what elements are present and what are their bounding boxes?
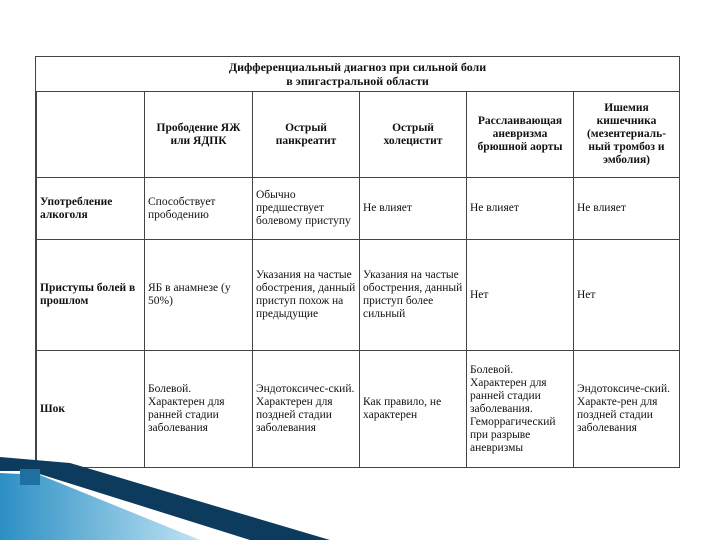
header-cell-empty bbox=[37, 92, 145, 178]
table-title-line-2: в эпигастральной области bbox=[286, 74, 429, 88]
table-cell: Обычно предшествует болевому приступу bbox=[253, 178, 360, 240]
table-cell: Нет bbox=[574, 240, 680, 351]
row-label-shock: Шок bbox=[37, 351, 145, 468]
table-cell: Болевой. Характерен для ранней стадии заболевания. Геморрагический при разрыве аневризмы bbox=[467, 351, 574, 468]
table-cell: Не влияет bbox=[467, 178, 574, 240]
table-header-row bbox=[37, 92, 680, 178]
table-row bbox=[37, 178, 680, 240]
header-cell-intestinal-ischemia: Ишемия кишечника (мезентериаль-ный тромбоз и эмболия) bbox=[574, 92, 680, 178]
table-title bbox=[36, 57, 679, 91]
table-cell: Указания на частые обострения, данный приступ похож на предыдущие bbox=[253, 240, 360, 351]
table-cell: Указания на частые обострения, данный приступ более сильный bbox=[360, 240, 467, 351]
table-row bbox=[37, 240, 680, 351]
table-cell: Не влияет bbox=[360, 178, 467, 240]
header-cell-cholecystitis: Острый холецистит bbox=[360, 92, 467, 178]
row-label-alcohol: Употребление алкоголя bbox=[37, 178, 145, 240]
row-label-past-attacks: Приступы болей в прошлом bbox=[37, 240, 145, 351]
diagnosis-table-frame bbox=[35, 56, 680, 468]
table-title-line-1: Дифференциальный диагноз при сильной боли bbox=[228, 60, 487, 74]
table-cell: ЯБ в анамнезе (у 50%) bbox=[145, 240, 253, 351]
table-cell: Болевой. Характерен для ранней стадии заболевания bbox=[145, 351, 253, 468]
swoosh-corner-block bbox=[20, 469, 40, 485]
slide-decoration-swoosh bbox=[0, 455, 720, 540]
table-cell: Способствует прободению bbox=[145, 178, 253, 240]
table-cell: Эндотоксичес-ский. Характерен для поздней стадии заболевания bbox=[253, 351, 360, 468]
header-cell-aortic-aneurysm: Расслаивающая аневризма брюшной аорты bbox=[467, 92, 574, 178]
header-cell-perforation: Прободение ЯЖ или ЯДПК bbox=[145, 92, 253, 178]
table-row bbox=[37, 351, 680, 468]
header-cell-pancreatitis: Острый панкреатит bbox=[253, 92, 360, 178]
table-cell: Эндотоксиче-ский. Характе-рен для поздней стадии заболевания bbox=[574, 351, 680, 468]
table-cell: Как правило, не характерен bbox=[360, 351, 467, 468]
table-cell: Нет bbox=[467, 240, 574, 351]
table-cell: Не влияет bbox=[574, 178, 680, 240]
diagnosis-table bbox=[36, 91, 680, 468]
